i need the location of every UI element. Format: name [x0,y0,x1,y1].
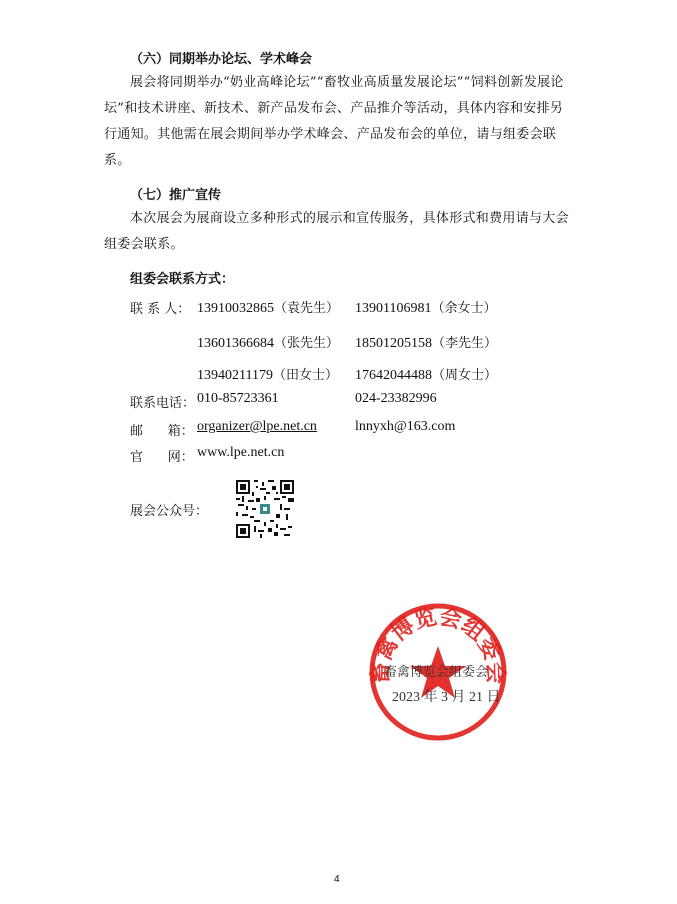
website-label: 官 网： [130,450,194,465]
website-link[interactable]: www.lpe.net.cn [197,445,285,460]
signature-organization: 畜禽博览会组委会 [384,665,489,680]
page-number: 4 [334,874,340,885]
contact-person-6 [355,364,497,384]
contact-person-5 [197,364,338,384]
wechat-label: 展会公众号： [130,504,209,519]
contact-name: （李先生） [432,336,498,351]
contact-phone: 18501205158 [355,336,432,351]
section-7-title: （七）推广宣传 [130,188,222,203]
signature-date: 2023 年 3 月 21 日 [392,690,501,705]
contact-heading: 组委会联系方式： [130,272,235,287]
contact-phone: 13901106981 [355,301,432,316]
contact-person-1 [197,297,339,317]
contact-name: （田女士） [272,368,338,383]
contact-person-label: 联 系 人： [130,302,191,317]
contact-phone: 17642044488 [355,368,432,383]
contact-phone: 13910032865 [197,301,274,316]
svg-text:畜禽博览会组委会: 畜禽博览会组委会 [368,603,508,685]
contact-name: （周女士） [432,368,498,383]
section-6-title: （六）同期举办论坛、学术峰会 [130,52,313,67]
contact-person-3 [197,332,339,352]
tel-1: 010-85723361 [197,391,279,406]
section-7-body: 本次展会为展商设立多种形式的展示和宣传服务，具体形式和费用请与大会组委会联系。 [104,211,569,252]
section-6-body: 展会将同期举办“奶业高峰论坛”“畜牧业高质量发展论坛”“饲料创新发展论坛”和技术讲座、新技术、新产品发布会、产品推介等活动，具体内容和安排另行通知。其他需在展会期间举办学术峰会、产品发布会的单位，请与组委会联系。 [104,75,564,168]
contact-person-4 [355,332,497,352]
email-label: 邮 箱： [130,424,194,439]
contact-person-2 [355,297,497,317]
contact-phone: 13940211179 [197,368,273,383]
contact-name: （张先生） [274,336,340,351]
contact-name: （余女士） [431,301,497,316]
email-link-1[interactable]: organizer@lpe.net.cn [197,419,317,434]
email-2: lnnyxh@163.com [355,419,456,434]
contact-phone: 13601366684 [197,336,274,351]
tel-label: 联系电话： [130,396,196,411]
contact-name: （袁先生） [274,301,340,316]
qr-code-image [236,480,294,538]
tel-2: 024-23382996 [355,391,437,406]
